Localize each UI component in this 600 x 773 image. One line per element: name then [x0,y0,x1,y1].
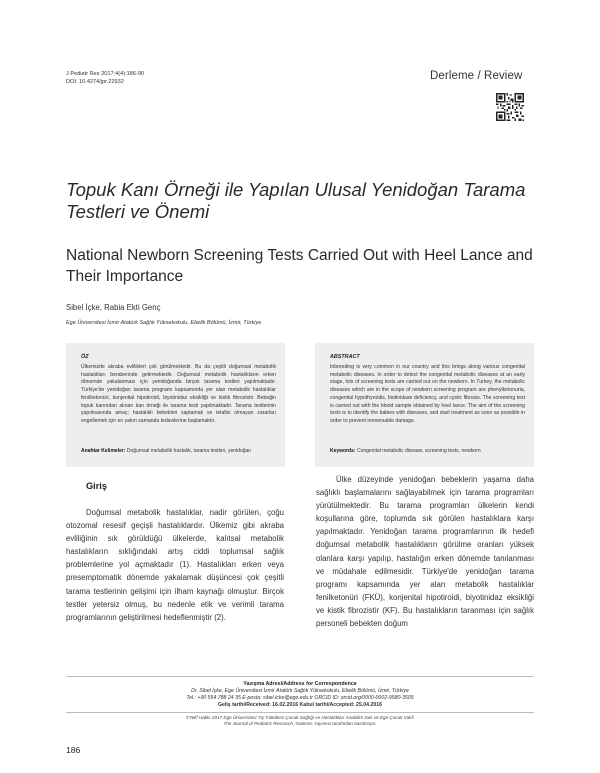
citation-journal: J Pediatr Res 2017;4(4):186-90 [66,71,145,77]
copyright-line: ©Telif Hakkı 2017 Ege Üniversitesi Tıp Fakültesi Çocuk Sağlığı ve Hastalıkları Anabilim Dalı ve Ege Çocuk Vakfı [185,715,415,720]
divider [66,712,534,713]
correspondence-title: Yazışma Adresi/Address for Correspondence [243,681,357,687]
keywords-value-english: Congenital metabolic disease, screening tests, newborn [356,448,481,454]
body-text-left-column: Doğumsal metabolik hastalıklar, nadir görülen, çoğu otozomal resesif geçişli hastalıklardır. Ülkemiz gibi akraba evliliğinin sık görüldüğü ülkelerde, kalıtsal metabolik hastalıkların sıklığındaki artış ciddi toplumsal sağlık problemlerine yol açmaktadır (1). Hastalıkları erken veya presemptomatik dönemde yakalamak düşüncesi çok çeşitli tarama testlerinin gelişimi için ilham kaynağı olmuştur. Birçok testler yetersiz olmuş, bu nedenle etik ve verimli tarama programlarının geliştirilmesi hedeflenmiştir (2). [66,508,284,622]
authors: Sibel İçke, Rabia Ekti Genç [66,303,161,312]
correspondence-address: Dr. Sibel İçke, Ege Üniversitesi İzmir Atatürk Sağlık Yüksekokulu, Ebelik Bölümü, İzmir, Türkiye [191,688,409,694]
section-label: Derleme / Review [430,70,523,82]
abstract-box-turkish [66,343,285,467]
keywords-label-english: Keywords: [330,448,356,454]
publisher-line: The Journal of Pediatric Research, Galenos Yayınevi tarafından basılmıştır. [223,721,377,726]
correspondence-dates: Geliş tarihi/Received: 16.02.2016 Kabul tarihi/Accepted: 25.04.2016 [217,702,383,708]
citation [66,70,144,86]
page-number: 186 [66,745,81,755]
abstract-box-english [315,343,534,467]
qr-code-icon [496,93,524,121]
article-title-turkish: Topuk Kanı Örneği ile Yapılan Ulusal Yenidoğan Tarama Testleri ve Önemi [66,179,526,222]
abstract-heading-english: ABSTRACT [330,354,360,360]
divider [66,676,534,677]
body-text-right-column: Ülke düzeyinde yenidoğan bebeklerin yaşama daha sağlıklı başlamalarını sağlayabilmek için tarama programları yürütülmektedir. Bu tarama programları ülkelerin kendi koşullarına göre, toplumda sık görülen hastalıklara karşı yapılmaktadır. Yenidoğan tarama programlarının ilk hedefi doğumsal metabolik hastalıkların görülme oranları yüksek olanlara karşı yapılıp, hastalığın erken dönemde tanılanması ve müdahale edilmesidir. Türkiye'de yenidoğan tarama programı kapsamında yer alan metabolik hastalıklar fenilketonüri (FKÜ), konjenital hipotiroidi, biyotinidaz eksikliği ve kistik fibrozistir (KF). Bu hastalıkların taranması için sağlık personeli bebekten doğum [316,475,534,629]
abstract-heading-turkish: ÖZ [81,354,89,360]
section-heading-introduction: Giriş [86,481,107,491]
article-title-english: National Newborn Screening Tests Carried Out with Heel Lance and Their Importance [66,247,533,285]
keywords-label-turkish: Anahtar Kelimeler: [81,448,126,454]
keywords-turkish [81,448,276,455]
keywords-value-turkish: Doğumsal metabolik hastalık, tarama testleri, yenidoğan [126,448,252,454]
citation-doi: DOI: 10.4274/jpr.22932 [66,79,124,85]
keywords-english [330,448,525,455]
correspondence-contact: Tel.: +90 554 788 24 35 E-posta: sibel.icke@ege.edu.tr ORCID ID: orcid.org/0000-0002-9580-3505 [186,695,414,701]
affiliation: Ege Üniversitesi İzmir Atatürk Sağlık Yüksekokulu, Ebelik Bölümü, İzmir, Türkiye [66,320,262,326]
abstract-text-turkish: Ülkemizde akraba evlilikleri çok görülmektedir. Bu da çeşitli doğumsal metabolik hastalıkları beraberinde getirmektedir. Doğumsal metabolik hastalıkların erken dönemde yakalanması için yenidoğanda birçok tarama testleri yapılmaktadır. Türkiye'de yenidoğan tarama programı kapsamında yer alan metabolik hastalıklar fenilketonüri, konjenital hipotiroidi, biyotinidaz eksikliği ve kistik fibrozistir. Bebeğin topuk kanından alınan kan örneği ile tarama testi yapılmaktadır. Tarama testlerinin yapılmasında amaç; hastalıklı bebekleri saptamak ve telafisi olmayan zararları engellemek için en yakın zamanda tedavilerine başlamaktır. [81,364,276,424]
abstract-text-english: Inbreeding is very common in our country and this brings along various congenital metabolic diseases. In order to detect the congenital metabolic diseases at an early stage, lots of screening tests are carried out on the newborn. In Turkey, the metabolic diseases which are in the scope of newborn screening program are phenylketonuria, congenital hypothyroidis, biotinidase deficiency, and cystic fibrosis. The screening test is carried out with the blood sample obtained by heel lance. The aim of the screening tests is to identify the babies with diseases, and start treatment as soon as possible in order to prevent irreversable damage. [330,364,525,424]
